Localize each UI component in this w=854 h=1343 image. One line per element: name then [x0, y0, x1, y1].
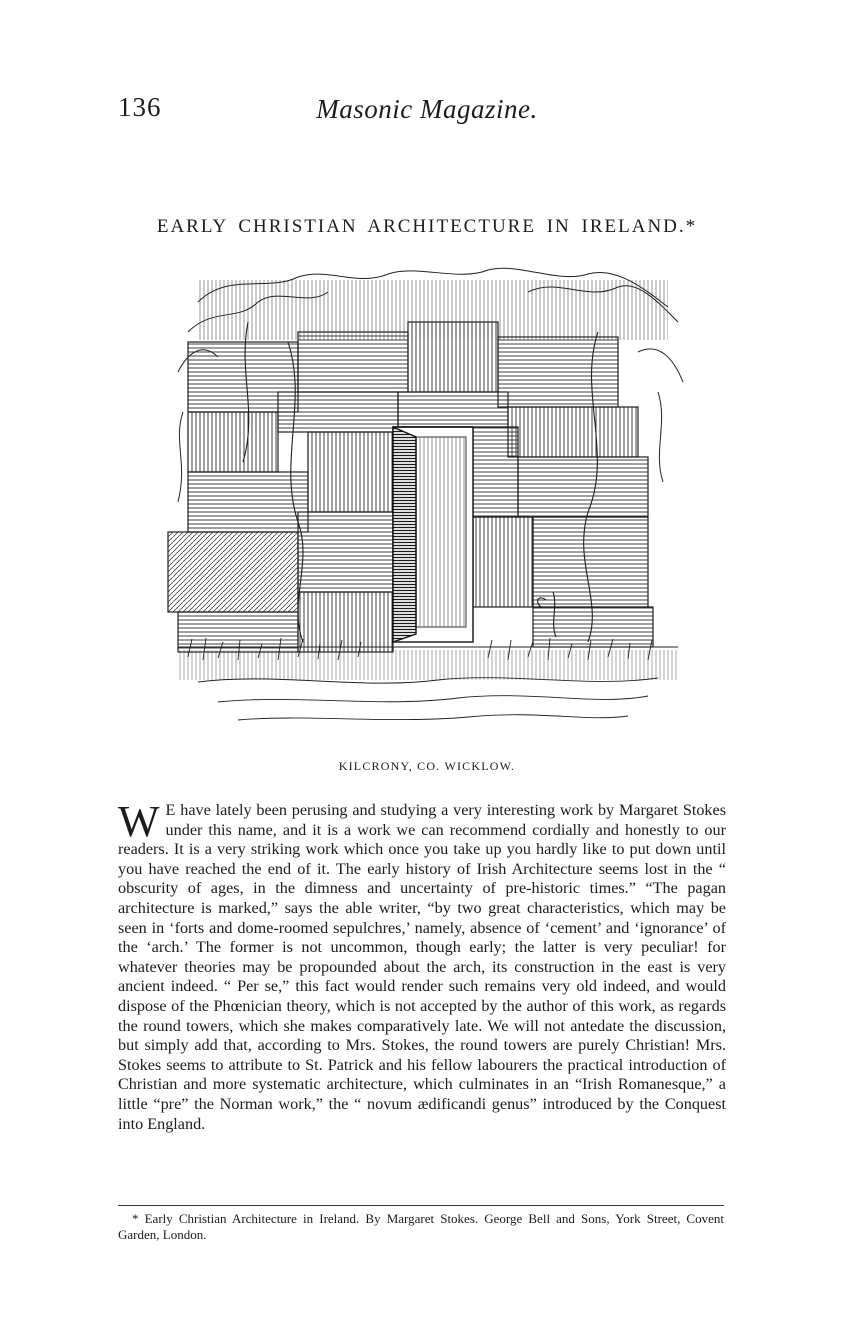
footnote-rule	[118, 1205, 724, 1206]
engraving-illustration	[158, 262, 698, 742]
doorway	[393, 427, 473, 642]
drop-cap: W	[118, 797, 160, 846]
article-body-text: E have lately been perusing and studying a very interesting work by Margaret Stokes under this name, and it is a work we can recommend cordially and honestly to our readers. It is a very striking work which once you take up you hardly like to put down until you have reached the end of it. The early history of Irish Architecture seems lost in the “ obscurity of ages, in the dimness and uncertainty of pre-historic times.” “The pagan architecture is marked,” says the able writer, “by two great characteristics, which may be seen in ‘forts and dome-roomed sepulchres,’ namely, absence of ‘cement’ and ‘ignorance’ of the ‘arch.’ The former is not uncommon, though early; the latter is very peculiar! for whatever theories may be propounded about the arch, its construction in the east is very ancient indeed. “ Per se,” this fact would render such remains very old indeed, and would dispose of the Phœnician theory, which is not accepted by the author of this work, as regards the round towers, which she makes comparatively late. We will not antedate the discussion, but simply add that, according to Mrs. Stokes, the round towers are purely Christian! Mrs. Stokes seems to attribute to St. Patrick and his fellow labourers the practical introduction of Christian and more systematic architecture, which culminates in an “Irish Romanesque,” a little “pre” the Norman work,” the “ novum ædificandi genus” introduced by the Conquest into England.	[118, 801, 726, 1133]
figure-caption: KILCRONY, CO. WICKLOW.	[338, 759, 516, 773]
page-number: 136	[118, 92, 162, 122]
article-title: EARLY CHRISTIAN ARCHITECTURE IN IRELAND.*	[156, 216, 698, 237]
article-body	[118, 797, 726, 1134]
footnote: * Early Christian Architecture in Ireland. By Margaret Stokes. George Bell and Sons, York Street, Covent Garden, London.	[118, 1211, 724, 1242]
running-title: Masonic Magazine.	[316, 94, 538, 124]
